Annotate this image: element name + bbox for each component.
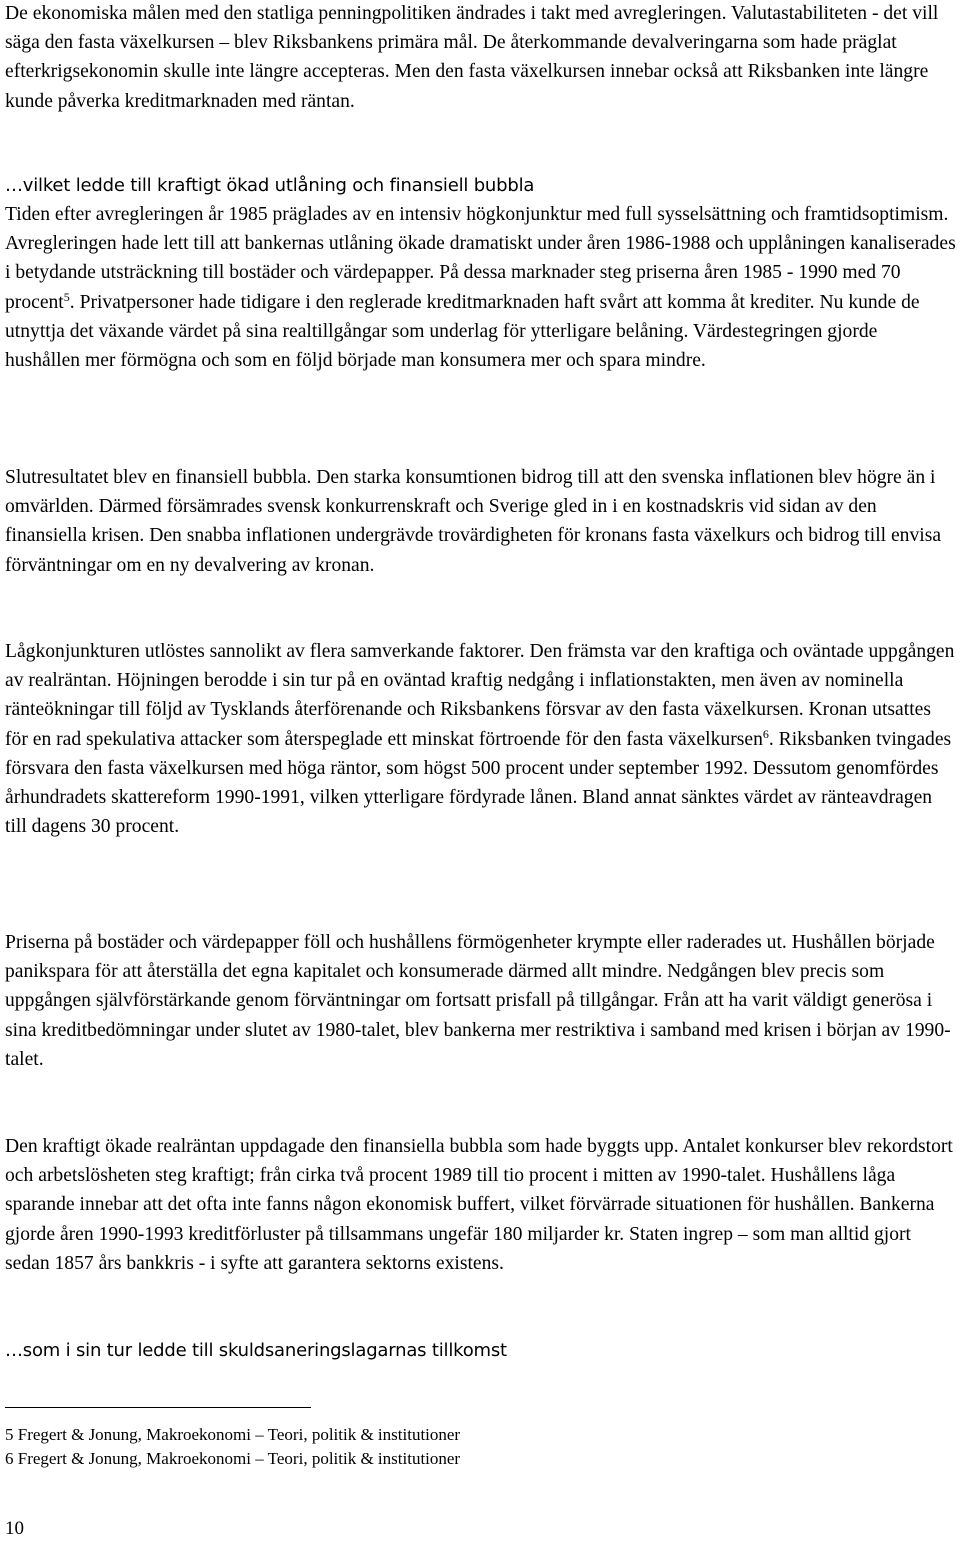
footnote-5: 5 Fregert & Jonung, Makroekonomi – Teori, politik & institutioner xyxy=(5,1425,461,1444)
footnote-ref-6: 6 xyxy=(762,726,769,741)
paragraph-avreglering-part2: . Privatpersoner hade tidigare i den reglerade kreditmarknaden haft svårt att komma åt krediter. Nu kunde de utnyttja det växande värdet på sina realtillgångar som underlag för ytterligare belåning. Värdestegringen gjorde hushållen mer förmögna och som en följd började man konsumera mer och spara mindre. xyxy=(5,291,920,372)
paragraph-lagkonjunktur-part2: . Riksbanken tvingades försvara den fasta växelkursen med höga räntor, som högst 500 procent under september 1992. Dessutom genomfördes århundradets skattereform 1990-1991, vilken ytterligare fördyrade lånen. Bland annat sänktes värdet av ränteavdragen till dagens 30 procent. xyxy=(5,728,952,838)
paragraph-avreglering xyxy=(5,200,957,375)
footnote-divider xyxy=(5,1407,311,1408)
page-number: 10 xyxy=(5,1518,24,1539)
footnote-ref-5: 5 xyxy=(63,289,70,304)
section-heading-skuldsanering: …som i sin tur ledde till skuldsaneringslagarnas tillkomst xyxy=(5,1340,507,1361)
paragraph-lagkonjunktur-part1: Lågkonjunkturen utlöstes sannolikt av flera samverkande faktorer. Den främsta var den kraftiga och oväntade uppgången av realräntan. Höjningen berodde i sin tur på en oväntad kraftig nedgång i inflationstakten, men även av nominella ränteökningar till följd av Tysklands återförenande och Riksbankens försvar av den fasta växelkursen. Kronan utsattes för en rad spekulativa attacker som återspeglade ett minskat förtroende för den fasta växelkursen xyxy=(5,641,955,750)
paragraph-priser: Priserna på bostäder och värdepapper föll och hushållens förmögenheter krympte eller raderades ut. Hushållen började panikspara för att återställa det egna kapitalet och konsumerade därmed allt mindre. Nedgången blev precis som uppgången självförstärkande genom förväntningar om fortsatt prisfall på tillgångar. Från att ha varit väldigt generösa i sina kreditbedömningar under slutet av 1980-talet, blev bankerna mer restriktiva i samband med krisen i början av 1990-talet. xyxy=(5,932,951,1070)
intro-paragraph: De ekonomiska målen med den statliga penningpolitiken ändrades i takt med avregleringen. Valutastabiliteten - det vill säga den fasta växelkursen – blev Riksbankens primära mål. De återkommande devalveringarna som hade präglat efterkrigsekonomin skulle inte längre accepteras. Men den fasta växelkursen innebar också att Riksbanken inte längre kunde påverka kreditmarknaden med räntan. xyxy=(5,3,939,112)
paragraph-realranta: Den kraftigt ökade realräntan uppdagade den finansiella bubbla som hade byggts upp. Antalet konkurser blev rekordstort och arbetslösheten steg kraftigt; från cirka två procent 1989 till tio procent i mitten av 1990-talet. Hushållens låga sparande innebar att det ofta inte fanns någon ekonomisk buffert, vilket förvärrade situationen för hushållen. Bankerna gjorde åren 1990-1993 kreditförluster på tillsammans ungefär 180 miljarder kr. Staten ingrep – som man alltid gjort sedan 1857 års bankkris - i syfte att garantera sektorns existens. xyxy=(5,1136,953,1274)
footnote-6: 6 Fregert & Jonung, Makroekonomi – Teori, politik & institutioner xyxy=(5,1449,461,1468)
paragraph-avreglering-part1: Tiden efter avregleringen år 1985 präglades av en intensiv högkonjunktur med full sysselsättning och framtidsoptimism. Avregleringen hade lett till att bankernas utlåning ökade dramatiskt under åren 1986-1988 och upplåningen kanaliserades i betydande utsträckning till bostäder och värdepapper. På dessa marknader steg priserna åren 1985 - 1990 med 70 procent xyxy=(5,204,956,313)
paragraph-lagkonjunktur xyxy=(5,637,957,841)
paragraph-slutresultat: Slutresultatet blev en finansiell bubbla. Den starka konsumtionen bidrog till att den svenska inflationen blev högre än i omvärlden. Därmed försämrades svensk konkurrenskraft och Sverige gled in i en kostnadskris vid sidan av den finansiella krisen. Den snabba inflationen undergrävde trovärdigheten för kronans fasta växelkurs och bidrog till envisa förväntningar om en ny devalvering av kronan. xyxy=(5,467,942,576)
section-heading-bubble: …vilket ledde till kraftigt ökad utlåning och finansiell bubbla xyxy=(5,175,535,196)
